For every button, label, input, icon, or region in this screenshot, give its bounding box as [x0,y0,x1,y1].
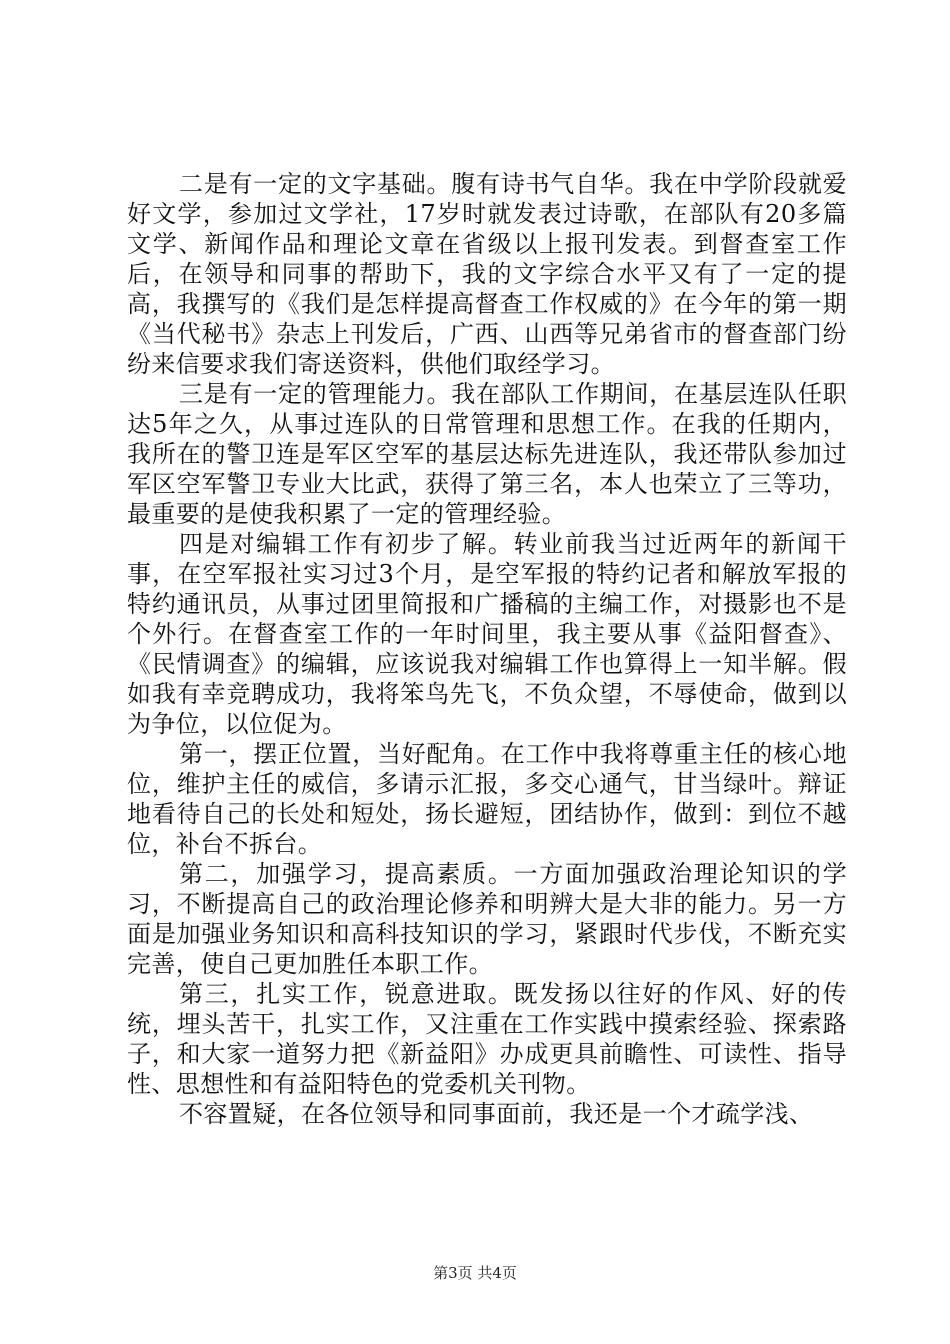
paragraph-7: 不容置疑，在各位领导和同事面前，我还是一个才疏学浅、 [179,1100,814,1128]
document-body [127,169,847,1129]
paragraph-5: 第二，加强学习，提高素质。一方面加强政治理论知识的学习，不断提高自己的政治理论修养和明辨大是大非的能力。另一方面是加强业务知识和高科技知识的学习，紧跟时代步伐，不断充实完善，使自己更加胜任本职工作。 [127,860,847,978]
paragraph-1: 二是有一定的文字基础。腹有诗书气自华。我在中学阶段就爱好文学，参加过文学社，17岁时就发表过诗歌，在部队有20多篇文学、新闻作品和理论文章在省级以上报刊发表。到督查室工作后，在领导和同事的帮助下，我的文字综合水平又有了一定的提高，我撰写的《我们是怎样提高督查工作权威的》在今年的第一期《当代秘书》杂志上刊发后，广西、山西等兄弟省市的督查部门纷纷来信要求我们寄送资料，供他们取经学习。 [127,170,847,378]
paragraph-3: 四是对编辑工作有初步了解。转业前我当过近两年的新闻干事，在空军报社实习过3个月，是空军报的特约记者和解放军报的特约通讯员，从事过团里简报和广播稿的主编工作，对摄影也不是个外行。在督查室工作的一年时间里，我主要从事《益阳督查》、《民情调查》的编辑，应该说我对编辑工作也算得上一知半解。假如我有幸竞聘成功，我将笨鸟先飞，不负众望，不辱使命，做到以为争位，以位促为。 [127,530,847,738]
paragraph-4: 第一，摆正位置，当好配角。在工作中我将尊重主任的核心地位，维护主任的威信，多请示汇报，多交心通气，甘当绿叶。辩证地看待自己的长处和短处，扬长避短，团结协作，做到：到位不越位，补台不拆台。 [127,740,847,858]
page-number-footer: 第3页 共4页 [433,1264,517,1282]
paragraph-6: 第三，扎实工作，锐意进取。既发扬以往好的作风、好的传统，埋头苦干，扎实工作，又注重在工作实践中摸索经验、探索路子，和大家一道努力把《新益阳》办成更具前瞻性、可读性、指导性、思想性和有益阳特色的党委机关刊物。 [127,980,847,1098]
paragraph-2: 三是有一定的管理能力。我在部队工作期间，在基层连队任职达5年之久，从事过连队的日常管理和思想工作。在我的任期内，我所在的警卫连是军区空军的基层达标先进连队，我还带队参加过军区空军警卫专业大比武，获得了第三名，本人也荣立了三等功，最重要的是使我积累了一定的管理经验。 [127,380,847,528]
